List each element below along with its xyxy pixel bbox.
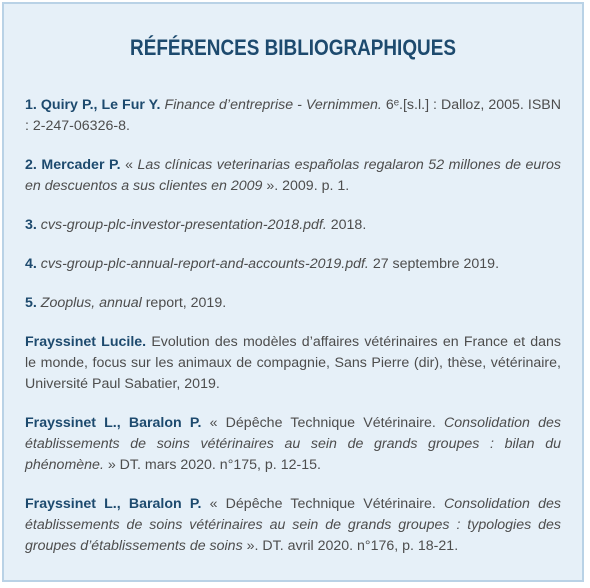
reference-title: Finance d’entreprise - Vernimmen. [164, 97, 382, 113]
reference-details: ». DT. avril 2020. n°176, p. 18-21. [242, 538, 459, 554]
reference-title: cvs-group-plc-investor-presentation-2018.pdf. [40, 217, 327, 233]
reference-author: Frayssinet Lucile. [25, 334, 147, 350]
reference-title: Consolidation des établissements de soins vétérinaires au sein de grands groupes : bilan du phénomène. [25, 415, 561, 473]
references-box [2, 2, 584, 582]
reference-4 [25, 254, 561, 275]
reference-6 [25, 332, 561, 395]
reference-prefix: « [120, 157, 138, 173]
reference-details: 2018. [326, 217, 367, 233]
section-title: RÉFÉRENCES BIBLIOGRAPHIQUES [130, 35, 456, 60]
reference-2 [25, 155, 561, 197]
references-list [25, 95, 561, 557]
reference-details: report, 2019. [141, 295, 227, 311]
reference-8 [25, 494, 561, 557]
reference-author: Frayssinet L., Baralon P. [25, 415, 202, 431]
reference-number: 1. [25, 97, 37, 113]
reference-prefix: « Dépêche Technique Vétérinaire. [201, 496, 444, 512]
reference-number: 2. [25, 157, 37, 173]
reference-details: Evolution des modèles d’affaires vétérinaires en France et dans le monde, focus sur les animaux de compagnie, Sans Pierre (dir), thèse, vétérinaire, Université Paul Sabatier, 2019. [25, 334, 561, 392]
reference-1 [25, 95, 561, 137]
reference-number: 4. [25, 256, 37, 272]
reference-prefix: « Dépêche Technique Vétérinaire. [201, 415, 444, 431]
reference-5 [25, 293, 561, 314]
reference-title: Las clínicas veterinarias españolas regalaron 52 millones de euros en descuentos a sus clientes en 2009 [25, 157, 561, 194]
reference-details: ». 2009. p. 1. [262, 178, 350, 194]
reference-number: 5. [25, 295, 37, 311]
reference-title: Consolidation des établissements de soins vétérinaires au sein de grands groupes : typologies des groupes d’établissements de soins [25, 496, 561, 554]
reference-details: » DT. mars 2020. n°175, p. 12-15. [103, 457, 321, 473]
reference-author: Frayssinet L., Baralon P. [25, 496, 202, 512]
reference-author: Mercader P. [41, 157, 121, 173]
reference-details: 27 septembre 2019. [368, 256, 500, 272]
reference-title: cvs-group-plc-annual-report-and-accounts-2019.pdf. [40, 256, 369, 272]
reference-author: Quiry P., Le Fur Y. [40, 97, 161, 113]
reference-details: 6ᵉ.[s.l.] : Dalloz, 2005. ISBN : 2-247-06326-8. [25, 97, 561, 134]
reference-3 [25, 215, 561, 236]
reference-number: 3. [25, 217, 37, 233]
reference-title: Zooplus, annual [40, 295, 142, 311]
reference-7 [25, 413, 561, 476]
